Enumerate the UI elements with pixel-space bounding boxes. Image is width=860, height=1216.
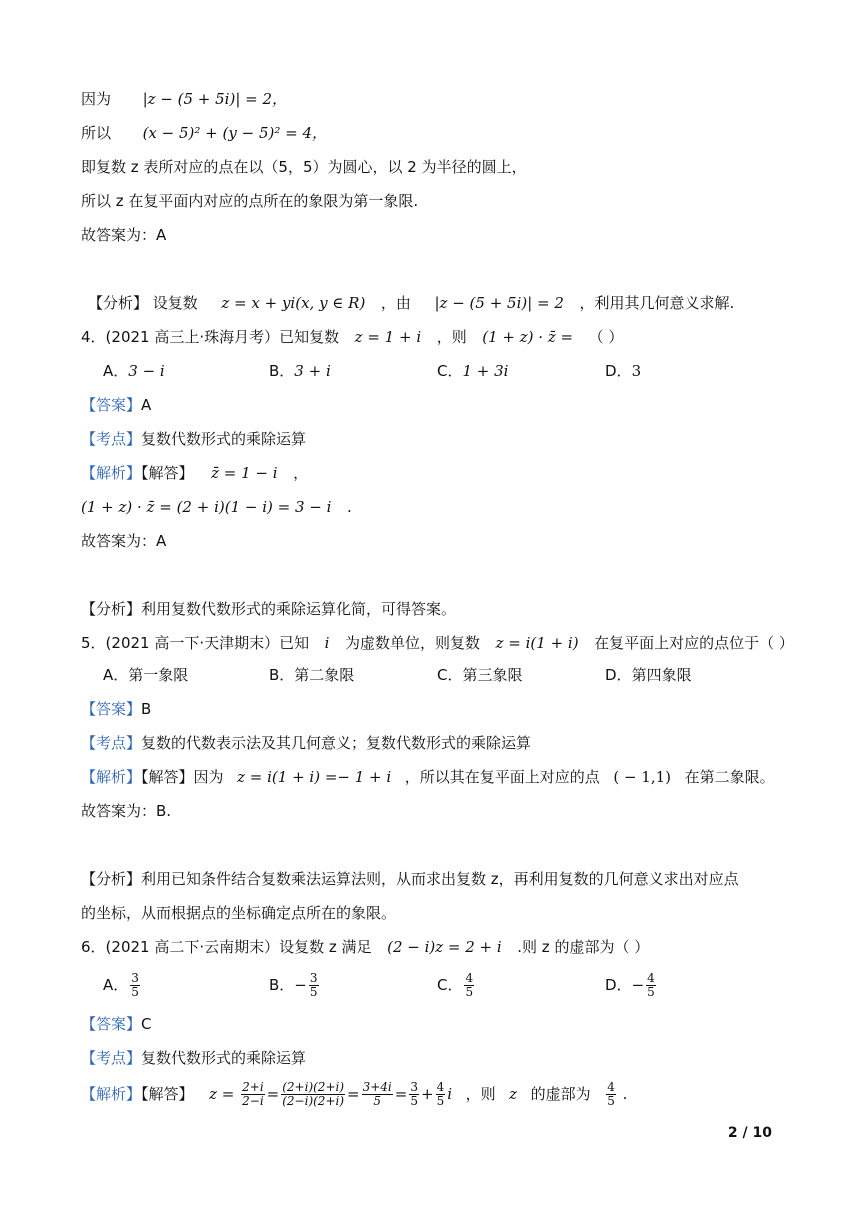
numerator: 4	[465, 971, 474, 985]
option-label: D．	[605, 976, 632, 994]
analysis-text: 利用已知条件结合复数乘法运算法则，从而求出复数 z，再利用复数的几何意义求出对应点	[141, 870, 739, 888]
fraction	[464, 972, 474, 999]
numerator: 3	[309, 971, 318, 985]
q5-analysis	[81, 868, 790, 890]
analysis-text: 利用复数代数形式的乘除运算化简，可得答案。	[141, 600, 457, 618]
answer-line: 故答案为：A	[81, 226, 167, 244]
option-label: C．	[437, 666, 463, 684]
reason-line-2	[81, 122, 790, 144]
knowledge-text: 复数代数形式的乘除运算	[141, 430, 307, 448]
option-label: B．	[269, 976, 295, 994]
q6-option-c	[437, 972, 476, 999]
option-label: D．	[605, 362, 632, 380]
equation: |z − (5 + 5i)| = 2，	[142, 90, 288, 108]
option-value: 3 + i	[294, 362, 331, 380]
denominator: 5	[647, 985, 655, 999]
analysis-tag: 【分析】	[81, 600, 142, 618]
analysis-tag: 【分析】	[81, 870, 142, 888]
question-6-stem	[81, 936, 790, 958]
imaginary-unit: i	[447, 1085, 453, 1103]
equation: i	[324, 634, 330, 652]
text: ，则	[436, 328, 467, 346]
q5-analysis-line-2: 的坐标，从而根据点的坐标确定点所在的象限。	[81, 904, 397, 922]
fraction	[606, 1081, 616, 1108]
denominator: 5	[309, 985, 318, 999]
answer-value: A	[141, 396, 152, 414]
equation: z	[509, 1085, 518, 1103]
denominator: 5	[131, 985, 139, 999]
option-value: 第二象限	[294, 666, 355, 684]
equation: (x − 5)² + (y − 5)² = 4，	[142, 124, 327, 142]
knowledge-text: 复数代数形式的乘除运算	[141, 1049, 307, 1067]
q6-option-a	[103, 972, 142, 999]
question-5-stem	[81, 632, 794, 654]
equation: z̄ = 1 − i	[211, 464, 278, 482]
answer-tag: 【答案】	[81, 396, 142, 414]
q5-solution	[81, 766, 790, 788]
knowledge-tag: 【考点】	[81, 734, 142, 752]
option-label: D．	[605, 666, 632, 684]
sign: −	[631, 976, 645, 994]
text: 4．(2021 高三上·珠海月考）已知复数	[81, 328, 340, 346]
operator: +	[420, 1085, 434, 1103]
equation: z = 1 + i	[354, 328, 422, 346]
reason-line-3: 即复数 z 表所对应的点在以（5，5）为圆心，以 2 为半径的圆上，	[81, 158, 527, 176]
text: 的虚部为	[530, 1085, 591, 1103]
solution-subtag: 【解答】	[141, 1085, 194, 1103]
q5-option-c	[437, 664, 523, 686]
denominator: 5	[465, 985, 474, 999]
q4-option-d	[605, 360, 641, 382]
q5-option-d	[605, 664, 692, 686]
equation: (2 − i)z = 2 + i	[387, 938, 502, 956]
text: ，利用其几何意义求解.	[579, 294, 735, 312]
solution-tag: 【解析】	[81, 768, 142, 786]
q5-knowledge	[81, 732, 790, 754]
knowledge-tag: 【考点】	[81, 430, 142, 448]
operator: =	[347, 1085, 360, 1103]
option-label: A．	[103, 362, 129, 380]
q6-option-b	[269, 972, 321, 999]
q4-option-b	[269, 360, 331, 382]
text: 所以	[81, 124, 112, 142]
q6-solution	[81, 1081, 790, 1108]
fraction	[409, 1081, 419, 1108]
text: 为虚数单位，则复数	[345, 634, 481, 652]
answer-tag: 【答案】	[81, 1015, 142, 1033]
option-value: 第一象限	[128, 666, 189, 684]
fraction	[309, 972, 319, 999]
equation: z = i(1 + i)	[495, 634, 579, 652]
denominator: 5	[410, 1094, 418, 1108]
question-4-stem	[81, 326, 790, 348]
text: ，	[293, 464, 309, 482]
denominator: 2−i	[242, 1094, 264, 1108]
solution-subtag: 【解答】	[141, 464, 194, 482]
fraction	[281, 1081, 345, 1108]
q4-answer	[81, 394, 790, 416]
q5-final: 故答案为：B.	[81, 802, 172, 820]
reason-line-4: 所以 z 在复平面内对应的点所在的象限为第一象限.	[81, 192, 419, 210]
q4-final: 故答案为：A	[81, 532, 167, 550]
text: 设复数	[152, 294, 198, 312]
numerator: 3+4i	[362, 1080, 392, 1094]
option-label: B．	[269, 362, 295, 380]
text: 5．(2021 高一下·天津期末）已知	[81, 634, 310, 652]
denominator: 5	[607, 1094, 615, 1108]
equation: ( − 1,1)	[613, 768, 671, 786]
operator: =	[266, 1085, 280, 1103]
knowledge-tag: 【考点】	[81, 1049, 142, 1067]
analysis-tag: 【分析】	[88, 294, 149, 312]
q4-option-a	[103, 360, 165, 382]
text: （ ）	[588, 328, 624, 346]
q5-answer	[81, 698, 790, 720]
equation: z = x + yi(x, y ∈ R)	[221, 294, 366, 312]
page-number: 2 / 10	[727, 1125, 772, 1141]
analysis-q3	[88, 292, 790, 314]
q4-analysis	[81, 598, 790, 620]
fraction	[130, 972, 140, 999]
option-value: 3	[631, 362, 642, 380]
solution-tag: 【解析】	[81, 464, 142, 482]
option-value: 3 − i	[128, 362, 165, 380]
answer-value: B	[141, 700, 152, 718]
text: ，所以其在复平面上对应的点	[404, 768, 600, 786]
text: .则 z 的虚部为（ ）	[517, 938, 650, 956]
answer-value: C	[141, 1015, 152, 1033]
text: .	[346, 498, 352, 516]
equation: (1 + z) · z̄ = (2 + i)(1 − i) = 3 − i	[81, 498, 332, 516]
q6-option-d	[605, 972, 658, 999]
option-label: C．	[437, 976, 463, 994]
denominator: (2−i)(2+i)	[282, 1094, 345, 1108]
numerator: 2+i	[242, 1080, 264, 1094]
numerator: 4	[607, 1080, 615, 1094]
text: .	[622, 1085, 628, 1103]
fraction	[362, 1081, 393, 1108]
numerator: (2+i)(2+i)	[282, 1080, 345, 1094]
answer-tag: 【答案】	[81, 700, 142, 718]
text: ，则	[465, 1085, 496, 1103]
text: 因为	[193, 768, 224, 786]
q4-option-c	[437, 360, 508, 382]
option-label: B．	[269, 666, 295, 684]
text: ，由	[380, 294, 411, 312]
q5-option-b	[269, 664, 354, 686]
text: 在复平面上对应的点位于（ ）	[594, 634, 794, 652]
equation: z =	[209, 1085, 235, 1103]
q4-solution	[81, 462, 790, 484]
equation: |z − (5 + 5i)| = 2	[434, 294, 564, 312]
fraction	[241, 1081, 265, 1108]
denominator: 5	[373, 1094, 381, 1108]
operator: =	[394, 1085, 408, 1103]
option-value: 1 + 3i	[462, 362, 509, 380]
text: 在第二象限。	[684, 768, 775, 786]
q5-option-a	[103, 664, 188, 686]
option-label: A．	[103, 666, 129, 684]
solution-subtag: 【解答】	[141, 768, 194, 786]
numerator: 3	[410, 1080, 418, 1094]
equation: z = i(1 + i) =− 1 + i	[237, 768, 392, 786]
solution-tag: 【解析】	[81, 1085, 142, 1103]
fraction	[646, 972, 656, 999]
q6-answer	[81, 1013, 790, 1035]
option-label: A．	[103, 976, 129, 994]
sign: −	[294, 976, 307, 994]
option-label: C．	[437, 362, 463, 380]
numerator: 3	[131, 971, 139, 985]
reason-line-1	[81, 88, 790, 110]
option-value: 第三象限	[462, 666, 523, 684]
q6-knowledge	[81, 1047, 790, 1069]
q4-knowledge	[81, 428, 790, 450]
numerator: 4	[647, 971, 655, 985]
q4-solution-line-2	[81, 496, 790, 518]
text: 6．(2021 高二下·云南期末）设复数 z 满足	[81, 938, 372, 956]
option-value: 第四象限	[631, 666, 692, 684]
text: 因为	[81, 90, 112, 108]
numerator: 4	[436, 1080, 445, 1094]
fraction	[436, 1081, 446, 1108]
knowledge-text: 复数的代数表示法及其几何意义；复数代数形式的乘除运算	[141, 734, 532, 752]
equation: (1 + z) · z̄ =	[482, 328, 574, 346]
denominator: 5	[436, 1094, 445, 1108]
